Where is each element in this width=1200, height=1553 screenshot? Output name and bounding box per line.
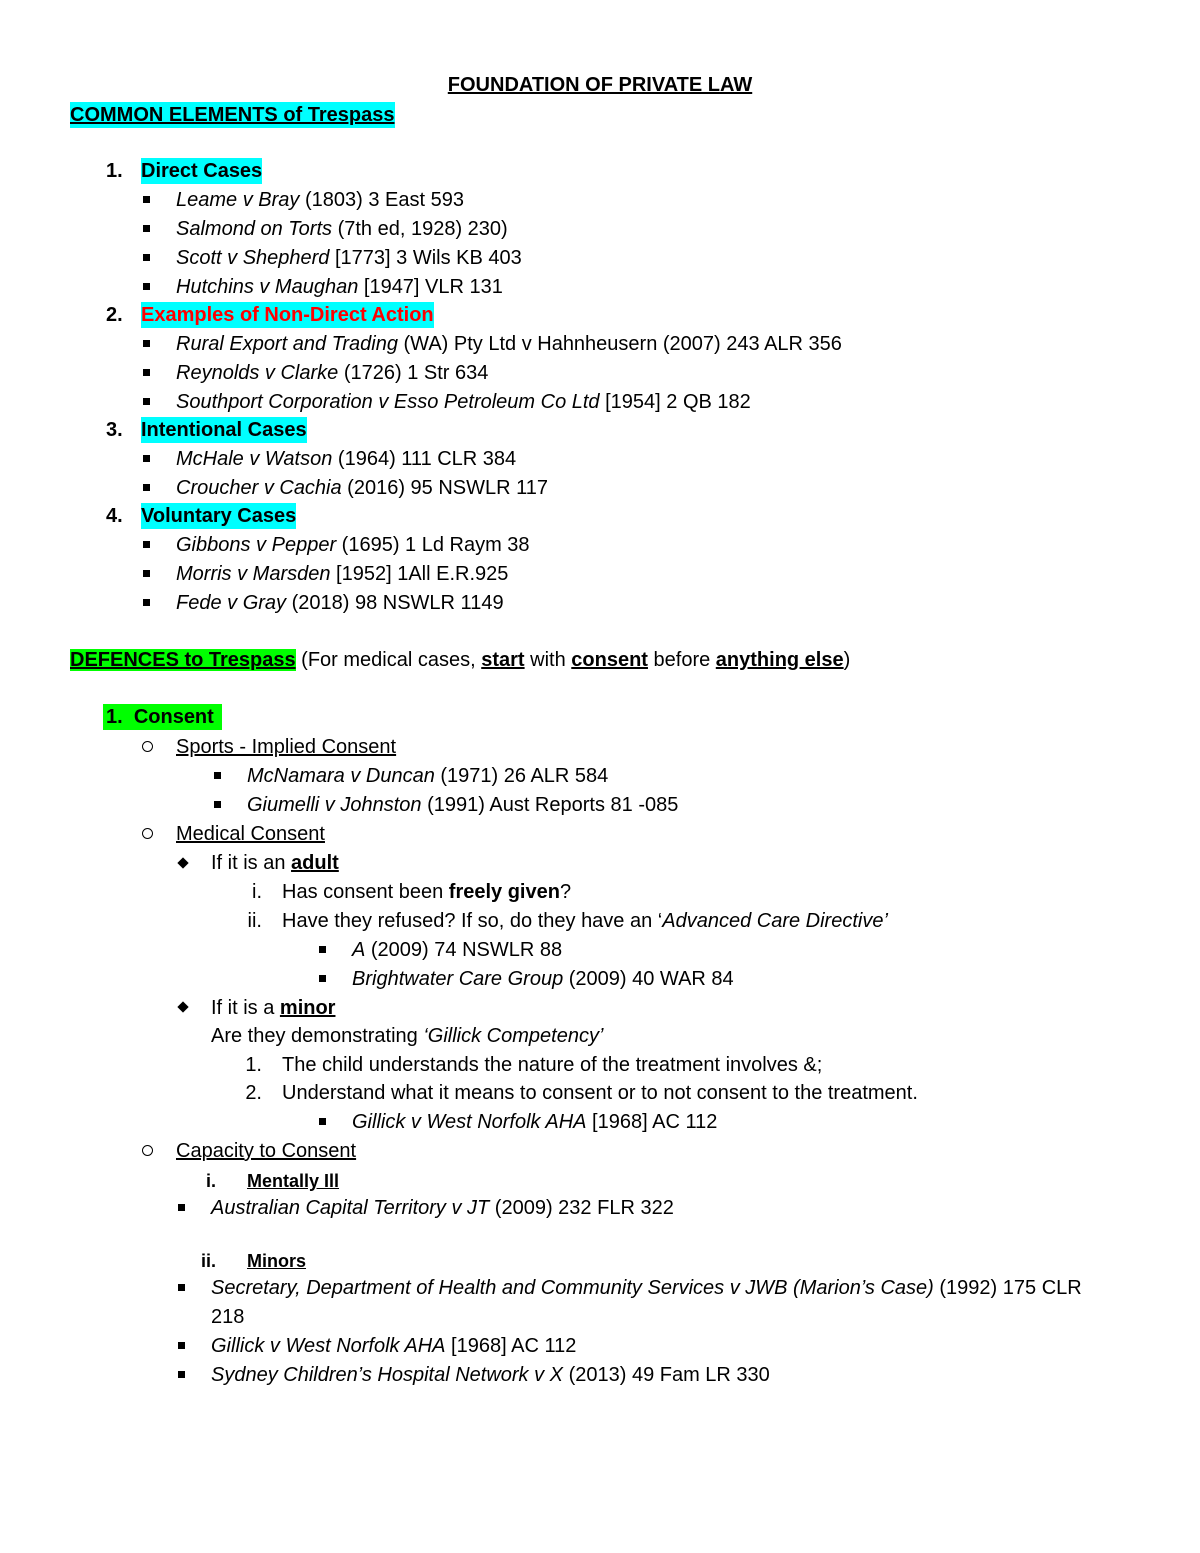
circle-bullet-icon — [142, 828, 153, 839]
sports-consent-heading: Sports - Implied Consent — [176, 736, 397, 758]
case-citation: McNamara v Duncan (1971) 26 ALR 584 — [247, 765, 609, 787]
case-citation: Gibbons v Pepper (1695) 1 Ld Raym 38 — [176, 534, 530, 556]
circle-bullet-icon — [142, 1145, 153, 1156]
square-bullet-icon — [143, 398, 150, 405]
square-bullet-icon — [319, 946, 326, 953]
section-heading-voluntary: Voluntary Cases — [141, 505, 297, 527]
case-citation: Rural Export and Trading (WA) Pty Ltd v Hahnheusern (2007) 243 ALR 356 — [176, 333, 842, 355]
section-number: 2. — [106, 304, 123, 326]
square-bullet-icon — [143, 484, 150, 491]
list-number: 1. — [245, 1054, 262, 1076]
square-bullet-icon — [319, 975, 326, 982]
square-bullet-icon — [178, 1371, 185, 1378]
gillick-point: The child understands the nature of the treatment involves &; — [282, 1054, 823, 1076]
case-citation: Scott v Shepherd [1773] 3 Wils KB 403 — [176, 247, 522, 269]
case-citation: McHale v Watson (1964) 111 CLR 384 — [176, 448, 517, 470]
defences-heading: DEFENCES to Trespass — [70, 649, 296, 671]
square-bullet-icon — [143, 340, 150, 347]
square-bullet-icon — [143, 570, 150, 577]
list-number: 2. — [245, 1082, 262, 1104]
diamond-bullet-icon — [177, 857, 188, 868]
case-citation: Giumelli v Johnston (1991) Aust Reports 81 -085 — [247, 794, 679, 816]
case-citation: Leame v Bray (1803) 3 East 593 — [176, 189, 464, 211]
case-citation: Gillick v West Norfolk AHA [1968] AC 112 — [211, 1335, 577, 1357]
square-bullet-icon — [178, 1204, 185, 1211]
square-bullet-icon — [178, 1284, 185, 1291]
square-bullet-icon — [143, 283, 150, 290]
capacity-consent-heading: Capacity to Consent — [176, 1140, 357, 1162]
square-bullet-icon — [143, 369, 150, 376]
case-citation: Southport Corporation v Esso Petroleum Co Ltd [1954] 2 QB 182 — [176, 391, 751, 413]
square-bullet-icon — [143, 541, 150, 548]
square-bullet-icon — [143, 455, 150, 462]
case-citation: Australian Capital Territory v JT (2009) 232 FLR 322 — [211, 1197, 674, 1219]
square-bullet-icon — [214, 772, 221, 779]
roman-number: i. — [252, 881, 262, 903]
section-number: 3. — [106, 419, 123, 441]
case-citation: Salmond on Torts (7th ed, 1928) 230) — [176, 218, 508, 240]
minors-heading: Minors — [247, 1251, 307, 1271]
minor-condition: If it is a minor — [211, 997, 336, 1019]
case-citation: Fede v Gray (2018) 98 NSWLR 1149 — [176, 592, 504, 614]
common-elements-heading: COMMON ELEMENTS of Trespass — [70, 104, 395, 126]
gillick-point: Understand what it means to consent or to not consent to the treatment. — [282, 1082, 918, 1104]
section-number: 1. — [106, 160, 123, 182]
section-heading-direct-cases: Direct Cases — [141, 160, 263, 182]
section-number: 4. — [106, 505, 123, 527]
adult-question-refused: Have they refused? If so, do they have an ‘Advanced Care Directive’ — [282, 910, 888, 932]
medical-consent-heading: Medical Consent — [176, 823, 325, 845]
adult-condition: If it is an adult — [211, 852, 339, 874]
defences-heading-line: DEFENCES to Trespass (For medical cases, start with consent before anything else) — [70, 649, 851, 671]
roman-number: i. — [205, 1171, 216, 1191]
gillick-competency-question: Are they demonstrating ‘Gillick Competency’ — [211, 1025, 604, 1047]
adult-question-freely-given: Has consent been freely given? — [282, 881, 572, 903]
case-citation: Sydney Children’s Hospital Network v X (2013) 49 Fam LR 330 — [211, 1364, 770, 1386]
square-bullet-icon — [143, 254, 150, 261]
case-citation-continued: 218 — [211, 1306, 245, 1328]
roman-number: ii. — [200, 1251, 216, 1271]
square-bullet-icon — [143, 599, 150, 606]
square-bullet-icon — [214, 801, 221, 808]
square-bullet-icon — [143, 225, 150, 232]
case-citation: A (2009) 74 NSWLR 88 — [352, 939, 563, 961]
case-citation: Gillick v West Norfolk AHA [1968] AC 112 — [352, 1111, 718, 1133]
case-citation: Morris v Marsden [1952] 1All E.R.925 — [176, 563, 509, 585]
case-citation: Secretary, Department of Health and Community Services v JWB (Marion’s Case) (1992) 175 CLR — [211, 1277, 1082, 1299]
circle-bullet-icon — [142, 741, 153, 752]
case-citation: Reynolds v Clarke (1726) 1 Str 634 — [176, 362, 489, 384]
case-citation: Hutchins v Maughan [1947] VLR 131 — [176, 276, 503, 298]
square-bullet-icon — [319, 1118, 326, 1125]
diamond-bullet-icon — [177, 1001, 188, 1012]
square-bullet-icon — [143, 196, 150, 203]
mentally-ill-heading: Mentally Ill — [247, 1171, 340, 1191]
section-heading-non-direct: Examples of Non-Direct Action — [141, 304, 434, 326]
roman-number: ii. — [247, 910, 262, 932]
section-heading-intentional: Intentional Cases — [141, 419, 307, 441]
page-title: FOUNDATION OF PRIVATE LAW — [447, 74, 753, 96]
square-bullet-icon — [178, 1342, 185, 1349]
case-citation: Brightwater Care Group (2009) 40 WAR 84 — [352, 968, 734, 990]
consent-heading: 1. Consent — [103, 704, 222, 730]
case-citation: Croucher v Cachia (2016) 95 NSWLR 117 — [176, 477, 549, 499]
